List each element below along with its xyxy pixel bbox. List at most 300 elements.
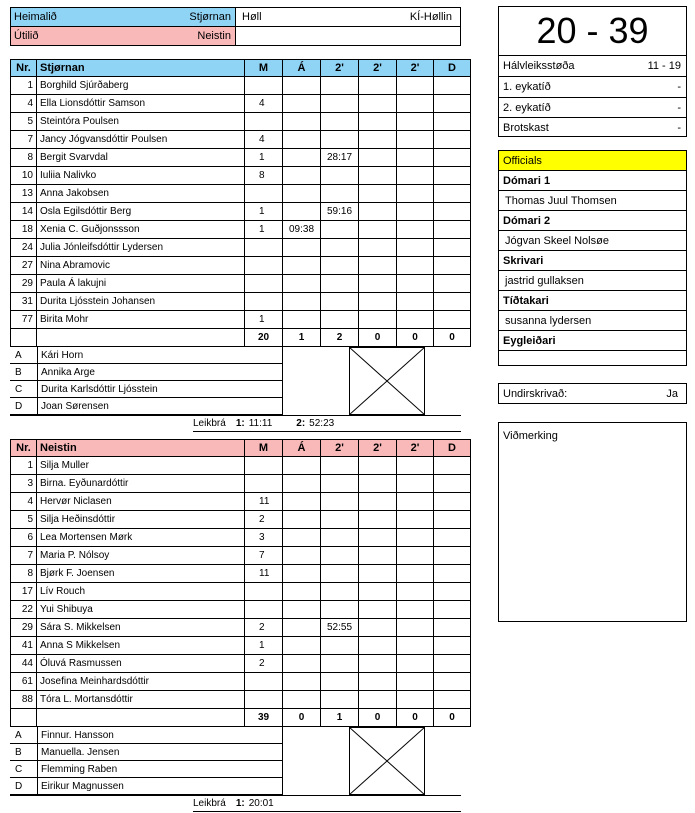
player-suspension3 (397, 149, 434, 167)
player-suspension2 (359, 131, 397, 149)
player-suspension1 (321, 511, 359, 529)
player-warning (283, 275, 321, 293)
player-row (10, 311, 461, 329)
player-name: Bergit Svarvdal (37, 149, 245, 167)
total-goals: 20 (245, 329, 283, 347)
player-warning (283, 673, 321, 691)
player-suspension2 (359, 185, 397, 203)
player-goals: 4 (245, 131, 283, 149)
player-suspension1 (321, 221, 359, 239)
official-code: C (10, 381, 37, 398)
official-name: Eirikur Magnussen (37, 778, 283, 795)
timeout-number: 1: (235, 418, 245, 429)
player-goals: 11 (245, 565, 283, 583)
timeout-number: 1: (235, 798, 245, 809)
player-goals (245, 583, 283, 601)
player-name: Borghild Sjúrðaberg (37, 77, 245, 95)
player-suspension2 (359, 673, 397, 691)
player-suspension3 (397, 583, 434, 601)
player-suspension1 (321, 547, 359, 565)
player-name: Anna Jakobsen (37, 185, 245, 203)
player-row (10, 293, 461, 311)
player-disqualification (434, 529, 471, 547)
player-disqualification (434, 275, 471, 293)
player-name: Birita Mohr (37, 311, 245, 329)
player-goals: 2 (245, 511, 283, 529)
player-warning (283, 619, 321, 637)
player-number: 5 (10, 511, 37, 529)
player-warning (283, 95, 321, 113)
total-warnings: 0 (283, 709, 321, 727)
player-name: Osla Egilsdóttir Berg (37, 203, 245, 221)
player-suspension3 (397, 293, 434, 311)
player-suspension3 (397, 565, 434, 583)
player-name: Bjørk F. Joensen (37, 565, 245, 583)
timeout-number: 2: (296, 418, 306, 429)
supervisor-label-row (499, 331, 686, 351)
player-warning (283, 529, 321, 547)
suspension3-header: 2' (397, 59, 434, 77)
player-row (10, 547, 461, 565)
extra1-row (499, 76, 686, 97)
match-header (10, 7, 461, 46)
player-suspension2 (359, 511, 397, 529)
player-number: 8 (10, 149, 37, 167)
player-goals: 8 (245, 167, 283, 185)
player-goals: 4 (245, 95, 283, 113)
player-row (10, 257, 461, 275)
player-warning (283, 457, 321, 475)
official-code: A (10, 727, 37, 744)
halftime-score: 11 - 19 (647, 60, 681, 72)
player-goals: 1 (245, 311, 283, 329)
timekeeper-label: Tíðtakari (503, 295, 549, 307)
official-name: Finnur. Hansson (37, 727, 283, 744)
player-disqualification (434, 493, 471, 511)
player-row (10, 77, 461, 95)
supervisor-row (499, 351, 686, 365)
player-disqualification (434, 239, 471, 257)
timekeeper-row (499, 311, 686, 331)
warning-header: Á (283, 439, 321, 457)
referee2-row (499, 231, 686, 251)
halftime-label: Hálvleiksstøða (503, 60, 575, 72)
official-name: Annika Arge (37, 364, 283, 381)
signature-label: Undirskrivað: (503, 388, 568, 400)
player-disqualification (434, 221, 471, 239)
player-suspension1 (321, 583, 359, 601)
player-warning (283, 185, 321, 203)
player-goals (245, 185, 283, 203)
player-warning (283, 637, 321, 655)
player-suspension1 (321, 655, 359, 673)
player-suspension3 (397, 77, 434, 95)
player-row (10, 691, 461, 709)
extra1-label: 1. eykatíð (503, 81, 551, 93)
player-suspension2 (359, 475, 397, 493)
player-warning (283, 583, 321, 601)
player-suspension2 (359, 565, 397, 583)
player-disqualification (434, 77, 471, 95)
player-goals (245, 275, 283, 293)
player-name: Yui Shibuya (37, 601, 245, 619)
player-disqualification (434, 583, 471, 601)
player-name: Jancy Jógvansdóttir Poulsen (37, 131, 245, 149)
player-suspension2 (359, 221, 397, 239)
player-suspension1 (321, 637, 359, 655)
player-row (10, 637, 461, 655)
total-disqualifications: 0 (434, 709, 471, 727)
disabled-cells-cross (349, 347, 425, 415)
away-row (11, 27, 460, 45)
player-disqualification (434, 203, 471, 221)
player-suspension2 (359, 275, 397, 293)
player-row (10, 185, 461, 203)
player-suspension2 (359, 583, 397, 601)
referee2-name: Jógvan Skeel Nolsøe (505, 235, 609, 247)
player-row (10, 203, 461, 221)
timeout-time: 11:11 (248, 418, 273, 429)
player-suspension1: 52:55 (321, 619, 359, 637)
home-label: Heimalið (14, 11, 57, 23)
player-disqualification (434, 619, 471, 637)
player-goals: 2 (245, 655, 283, 673)
player-goals (245, 475, 283, 493)
player-number: 88 (10, 691, 37, 709)
player-suspension3 (397, 113, 434, 131)
player-suspension3 (397, 673, 434, 691)
player-number: 4 (10, 95, 37, 113)
player-suspension1 (321, 77, 359, 95)
table-header-row (10, 59, 461, 77)
official-code: B (10, 364, 37, 381)
player-row (10, 493, 461, 511)
penalty-label: Brotskast (503, 122, 549, 134)
referee1-label: Dómari 1 (503, 175, 551, 187)
official-code: A (10, 347, 37, 364)
player-number: 13 (10, 185, 37, 203)
player-number: 77 (10, 311, 37, 329)
player-warning (283, 149, 321, 167)
player-number: 8 (10, 565, 37, 583)
official-name: Kári Horn (37, 347, 283, 364)
player-goals (245, 77, 283, 95)
total-suspension2: 0 (359, 329, 397, 347)
player-name: Lea Mortensen Mørk (37, 529, 245, 547)
signature-value: Ja (666, 388, 678, 400)
player-disqualification (434, 311, 471, 329)
player-goals (245, 673, 283, 691)
player-suspension3 (397, 203, 434, 221)
total-warnings: 1 (283, 329, 321, 347)
player-warning (283, 257, 321, 275)
player-suspension2 (359, 167, 397, 185)
player-suspension3 (397, 619, 434, 637)
player-disqualification (434, 511, 471, 529)
timeout-rule (193, 811, 461, 812)
player-warning (283, 167, 321, 185)
player-suspension2 (359, 257, 397, 275)
player-warning (283, 77, 321, 95)
player-number: 10 (10, 167, 37, 185)
player-warning (283, 691, 321, 709)
player-suspension2 (359, 493, 397, 511)
player-disqualification (434, 673, 471, 691)
player-name: Iuliia Nalivko (37, 167, 245, 185)
player-suspension1 (321, 457, 359, 475)
player-name: Anna S Mikkelsen (37, 637, 245, 655)
player-goals (245, 691, 283, 709)
player-disqualification (434, 637, 471, 655)
player-suspension3 (397, 221, 434, 239)
goals-header: M (245, 439, 283, 457)
home-team-cell (11, 8, 236, 26)
home-timeouts (193, 418, 358, 429)
player-name: Durita Ljósstein Johansen (37, 293, 245, 311)
player-suspension2 (359, 529, 397, 547)
player-suspension1 (321, 131, 359, 149)
official-name: Durita Karlsdóttir Ljósstein (37, 381, 283, 398)
suspension2-header: 2' (359, 59, 397, 77)
player-suspension1 (321, 95, 359, 113)
player-name: Xenia C. Guðjonssson (37, 221, 245, 239)
player-suspension1 (321, 167, 359, 185)
player-suspension2 (359, 113, 397, 131)
player-suspension1 (321, 113, 359, 131)
totals-nr-blank (10, 329, 37, 347)
player-number: 5 (10, 113, 37, 131)
player-suspension3 (397, 239, 434, 257)
referee1-row (499, 191, 686, 211)
player-row (10, 457, 461, 475)
player-name: Maria P. Nólsoy (37, 547, 245, 565)
home-team-name: Stjørnan (189, 11, 231, 23)
officials-title-text: Officials (503, 155, 542, 167)
player-disqualification (434, 457, 471, 475)
player-warning (283, 293, 321, 311)
player-name: Paula Á lakujni (37, 275, 245, 293)
scorer-label: Skrivari (503, 255, 544, 267)
player-warning (283, 113, 321, 131)
player-suspension3 (397, 511, 434, 529)
player-name: Julia Jónleifsdóttir Lydersen (37, 239, 245, 257)
player-goals (245, 293, 283, 311)
player-row (10, 131, 461, 149)
player-suspension1 (321, 293, 359, 311)
total-suspension3: 0 (397, 709, 434, 727)
halftime-row (499, 55, 686, 76)
player-suspension1 (321, 311, 359, 329)
player-row (10, 601, 461, 619)
player-warning (283, 547, 321, 565)
player-suspension2 (359, 77, 397, 95)
player-number: 61 (10, 673, 37, 691)
player-suspension3 (397, 637, 434, 655)
away-timeouts (193, 798, 298, 809)
player-disqualification (434, 601, 471, 619)
player-warning (283, 203, 321, 221)
player-suspension3 (397, 691, 434, 709)
player-number: 27 (10, 257, 37, 275)
player-suspension3 (397, 529, 434, 547)
away-team-cell (11, 27, 236, 45)
player-suspension3 (397, 275, 434, 293)
player-suspension2 (359, 655, 397, 673)
player-suspension1 (321, 257, 359, 275)
player-disqualification (434, 655, 471, 673)
player-disqualification (434, 149, 471, 167)
player-name: Silja Heðinsdóttir (37, 511, 245, 529)
timeout-label: Leikbrá (193, 418, 226, 429)
player-name: Steintóra Poulsen (37, 113, 245, 131)
player-suspension2 (359, 149, 397, 167)
goals-header: M (245, 59, 283, 77)
timekeeper-label-row (499, 291, 686, 311)
player-suspension3 (397, 475, 434, 493)
player-number: 41 (10, 637, 37, 655)
player-disqualification (434, 131, 471, 149)
player-name: Lív Rouch (37, 583, 245, 601)
nr-header: Nr. (10, 59, 37, 77)
player-suspension1 (321, 673, 359, 691)
timeout-time: 52:23 (309, 418, 335, 429)
player-suspension3 (397, 131, 434, 149)
team-name-header: Stjørnan (37, 59, 245, 77)
player-disqualification (434, 547, 471, 565)
player-name: Silja Muller (37, 457, 245, 475)
player-suspension1 (321, 529, 359, 547)
player-row (10, 221, 461, 239)
player-name: Josefina Meinhardsdóttir (37, 673, 245, 691)
player-suspension1 (321, 493, 359, 511)
player-number: 44 (10, 655, 37, 673)
supervisor-label: Eygleiðari (503, 335, 556, 347)
final-score: 20 - 39 (536, 10, 649, 51)
player-suspension2 (359, 239, 397, 257)
player-disqualification (434, 257, 471, 275)
player-suspension1: 59:16 (321, 203, 359, 221)
referee1-label-row (499, 171, 686, 191)
player-row (10, 275, 461, 293)
officials-box (498, 150, 687, 366)
away-label: Útilið (14, 30, 39, 42)
player-suspension1 (321, 475, 359, 493)
player-goals (245, 113, 283, 131)
player-number: 14 (10, 203, 37, 221)
notes-box (498, 422, 687, 622)
timeout-rule (193, 431, 461, 432)
extra1-score: - (677, 81, 681, 93)
timekeeper-name: susanna lydersen (505, 315, 592, 327)
player-number: 6 (10, 529, 37, 547)
extra2-row (499, 97, 686, 118)
official-code: D (10, 778, 37, 795)
total-suspension1: 2 (321, 329, 359, 347)
player-suspension3 (397, 95, 434, 113)
signature-box (498, 383, 687, 404)
player-suspension3 (397, 493, 434, 511)
player-suspension3 (397, 547, 434, 565)
extra2-label: 2. eykatíð (503, 102, 551, 114)
official-code: C (10, 761, 37, 778)
suspension3-header: 2' (397, 439, 434, 457)
disabled-cells-cross (349, 727, 425, 795)
total-goals: 39 (245, 709, 283, 727)
player-goals: 2 (245, 619, 283, 637)
totals-row (10, 709, 461, 727)
player-name: Tóra L. Mortansdóttir (37, 691, 245, 709)
player-disqualification (434, 565, 471, 583)
player-suspension3 (397, 185, 434, 203)
player-number: 29 (10, 275, 37, 293)
player-warning (283, 131, 321, 149)
scorer-row (499, 271, 686, 291)
player-row (10, 239, 461, 257)
player-suspension2 (359, 619, 397, 637)
player-warning (283, 655, 321, 673)
totals-row (10, 329, 461, 347)
player-suspension1 (321, 185, 359, 203)
player-suspension3 (397, 167, 434, 185)
timeout-label: Leikbrá (193, 798, 226, 809)
player-name: Ella Lionsdóttir Samson (37, 95, 245, 113)
player-warning (283, 311, 321, 329)
player-suspension2 (359, 203, 397, 221)
total-suspension3: 0 (397, 329, 434, 347)
player-goals: 11 (245, 493, 283, 511)
penalty-row (499, 117, 686, 138)
player-suspension2 (359, 311, 397, 329)
penalty-score: - (677, 122, 681, 134)
extra2-score: - (677, 102, 681, 114)
totals-name-blank (37, 709, 245, 727)
team-name-header: Neistin (37, 439, 245, 457)
player-number: 3 (10, 475, 37, 493)
player-row (10, 511, 461, 529)
player-warning: 09:38 (283, 221, 321, 239)
referee2-label-row (499, 211, 686, 231)
player-row (10, 167, 461, 185)
player-number: 29 (10, 619, 37, 637)
player-number: 4 (10, 493, 37, 511)
player-suspension1 (321, 239, 359, 257)
total-disqualifications: 0 (434, 329, 471, 347)
totals-name-blank (37, 329, 245, 347)
player-goals (245, 457, 283, 475)
player-goals: 3 (245, 529, 283, 547)
table-header-row (10, 439, 461, 457)
player-suspension1 (321, 275, 359, 293)
player-suspension2 (359, 601, 397, 619)
player-warning (283, 493, 321, 511)
player-goals: 1 (245, 149, 283, 167)
nr-header: Nr. (10, 439, 37, 457)
player-suspension3 (397, 655, 434, 673)
player-row (10, 583, 461, 601)
player-row (10, 655, 461, 673)
player-disqualification (434, 691, 471, 709)
official-name: Manuella. Jensen (37, 744, 283, 761)
player-goals (245, 257, 283, 275)
disqualification-header: D (434, 59, 471, 77)
score-box (498, 6, 687, 137)
player-number: 22 (10, 601, 37, 619)
player-number: 17 (10, 583, 37, 601)
total-suspension1: 1 (321, 709, 359, 727)
table-bottom-rule (10, 795, 461, 796)
player-suspension1 (321, 565, 359, 583)
player-suspension3 (397, 311, 434, 329)
